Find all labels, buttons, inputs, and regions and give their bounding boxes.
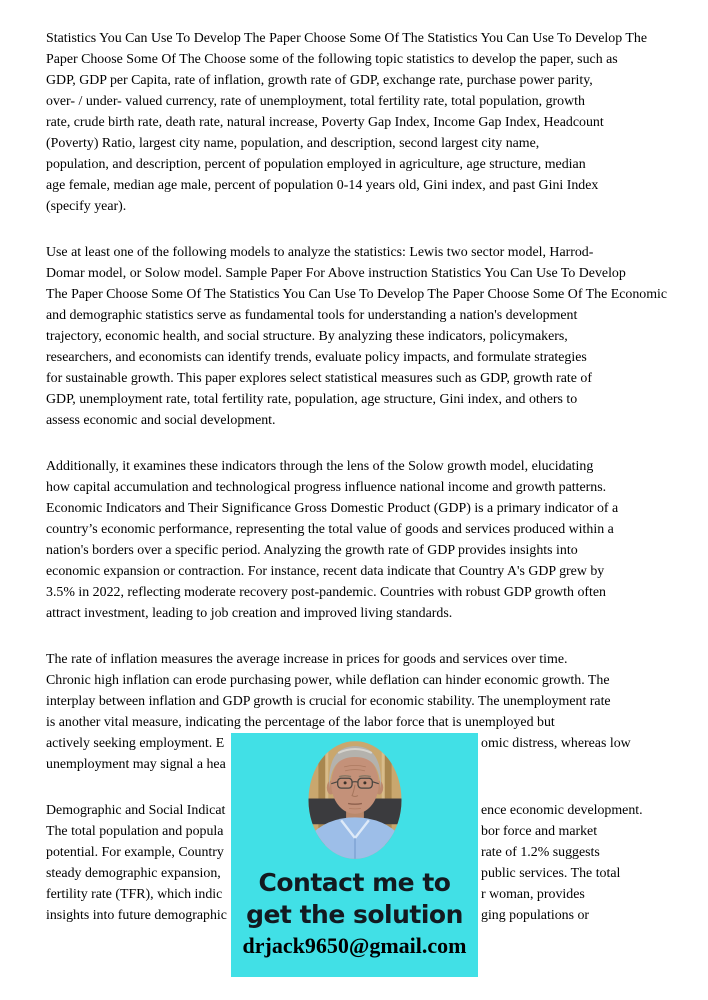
text-fragment-left: fertility rate (TFR), which indic bbox=[46, 887, 223, 902]
text-line: Use at least one of the following models to analyze the statistics: Lewis two sector model, Harrod- bbox=[46, 245, 594, 260]
text-fragment-left: unemployment may signal a hea bbox=[46, 757, 226, 772]
text-line: how capital accumulation and technological progress influence national income and growth patterns. bbox=[46, 480, 607, 495]
text-fragment-right: bor force and market bbox=[481, 824, 598, 839]
contact-email: drjack9650@gmail.com bbox=[242, 933, 467, 958]
text-line: researchers, and economists can identify trends, evaluate policy impacts, and formulate strategies bbox=[46, 350, 587, 365]
text-fragment-left: potential. For example, Country bbox=[46, 845, 224, 860]
text-fragment-left: steady demographic expansion, bbox=[46, 866, 221, 881]
text-line: attract investment, leading to job creation and improved living standards. bbox=[46, 606, 453, 621]
text-line: rate, crude birth rate, death rate, natural increase, Poverty Gap Index, Income Gap Index, Headcount bbox=[46, 115, 604, 130]
promo-headline-line2: get the solution bbox=[246, 900, 463, 929]
promo-headline bbox=[231, 867, 478, 931]
text-line: economic expansion or contraction. For instance, recent data indicate that Country A's GDP grew by bbox=[46, 564, 605, 579]
text-fragment-left: insights into future demographic bbox=[46, 908, 227, 923]
text-line: age female, median age male, percent of population 0-14 years old, Gini index, and past Gini Index bbox=[46, 178, 599, 193]
paragraph bbox=[46, 28, 696, 217]
text-line: 3.5% in 2022, reflecting moderate recovery post-pandemic. Countries with robust GDP growth often bbox=[46, 585, 606, 600]
text-fragment-right: public services. The total bbox=[481, 866, 621, 881]
text-line: (Poverty) Ratio, largest city name, population, and description, second largest city name, bbox=[46, 136, 540, 151]
text-line: nation's borders over a specific period. Analyzing the growth rate of GDP provides insights into bbox=[46, 543, 578, 558]
text-line: country’s economic performance, representing the total value of goods and services produced within a bbox=[46, 522, 614, 537]
text-line: Paper Choose Some Of The Choose some of the following topic statistics to develop the paper, such as bbox=[46, 52, 618, 67]
text-line: is another vital measure, indicating the percentage of the labor force that is unemployed but bbox=[46, 715, 555, 730]
text-line: The Paper Choose Some Of The Statistics You Can Use To Develop The Paper Choose Some Of The Economic bbox=[46, 287, 668, 302]
text-line: Domar model, or Solow model. Sample Paper For Above instruction Statistics You Can Use To Develop bbox=[46, 266, 626, 281]
paragraph bbox=[46, 456, 696, 624]
text-line: assess economic and social development. bbox=[46, 413, 276, 428]
man-portrait-icon bbox=[308, 741, 401, 859]
text-line: trajectory, economic health, and social structure. By analyzing these indicators, policymakers, bbox=[46, 329, 568, 344]
text-line: population, and description, percent of population employed in agriculture, age structure, median bbox=[46, 157, 586, 172]
text-line: for sustainable growth. This paper explores select statistical measures such as GDP, growth rate of bbox=[46, 371, 592, 386]
text-fragment-right: ence economic development. bbox=[481, 803, 643, 818]
tutor-portrait-photo bbox=[308, 741, 401, 859]
text-line: GDP, unemployment rate, total fertility rate, population, age structure, Gini index, and others to bbox=[46, 392, 578, 407]
text-fragment-right: ging populations or bbox=[481, 908, 590, 923]
text-line: over- / under- valued currency, rate of unemployment, total fertility rate, total population, growth bbox=[46, 94, 585, 109]
text-line: (specify year). bbox=[46, 199, 127, 214]
text-line: Economic Indicators and Their Significance Gross Domestic Product (GDP) is a primary indicator of a bbox=[46, 501, 619, 516]
text-fragment-right: omic distress, whereas low bbox=[481, 736, 631, 751]
text-line: GDP, GDP per Capita, rate of inflation, growth rate of GDP, exchange rate, purchase power parity, bbox=[46, 73, 593, 88]
paragraph bbox=[46, 242, 696, 431]
text-line: Statistics You Can Use To Develop The Paper Choose Some Of The Statistics You Can Use To Develop The bbox=[46, 31, 647, 46]
text-line: Chronic high inflation can erode purchasing power, while deflation can hinder economic growth. The bbox=[46, 673, 610, 688]
text-fragment-left: Demographic and Social Indicat bbox=[46, 803, 226, 818]
text-line: and demographic statistics serve as fundamental tools for understanding a nation's development bbox=[46, 308, 578, 323]
text-line: Additionally, it examines these indicators through the lens of the Solow growth model, elucidating bbox=[46, 459, 594, 474]
text-fragment-right: r woman, provides bbox=[481, 887, 585, 902]
text-fragment-left: The total population and popula bbox=[46, 824, 224, 839]
text-line: interplay between inflation and GDP growth is crucial for economic stability. The unemployment rate bbox=[46, 694, 611, 709]
promo-headline-line1: Contact me to bbox=[258, 868, 451, 897]
text-fragment-right: rate of 1.2% suggests bbox=[481, 845, 600, 860]
text-line: The rate of inflation measures the average increase in prices for goods and services over time. bbox=[46, 652, 568, 667]
promo-overlay-card bbox=[231, 733, 478, 977]
text-fragment-left: actively seeking employment. E bbox=[46, 736, 225, 751]
